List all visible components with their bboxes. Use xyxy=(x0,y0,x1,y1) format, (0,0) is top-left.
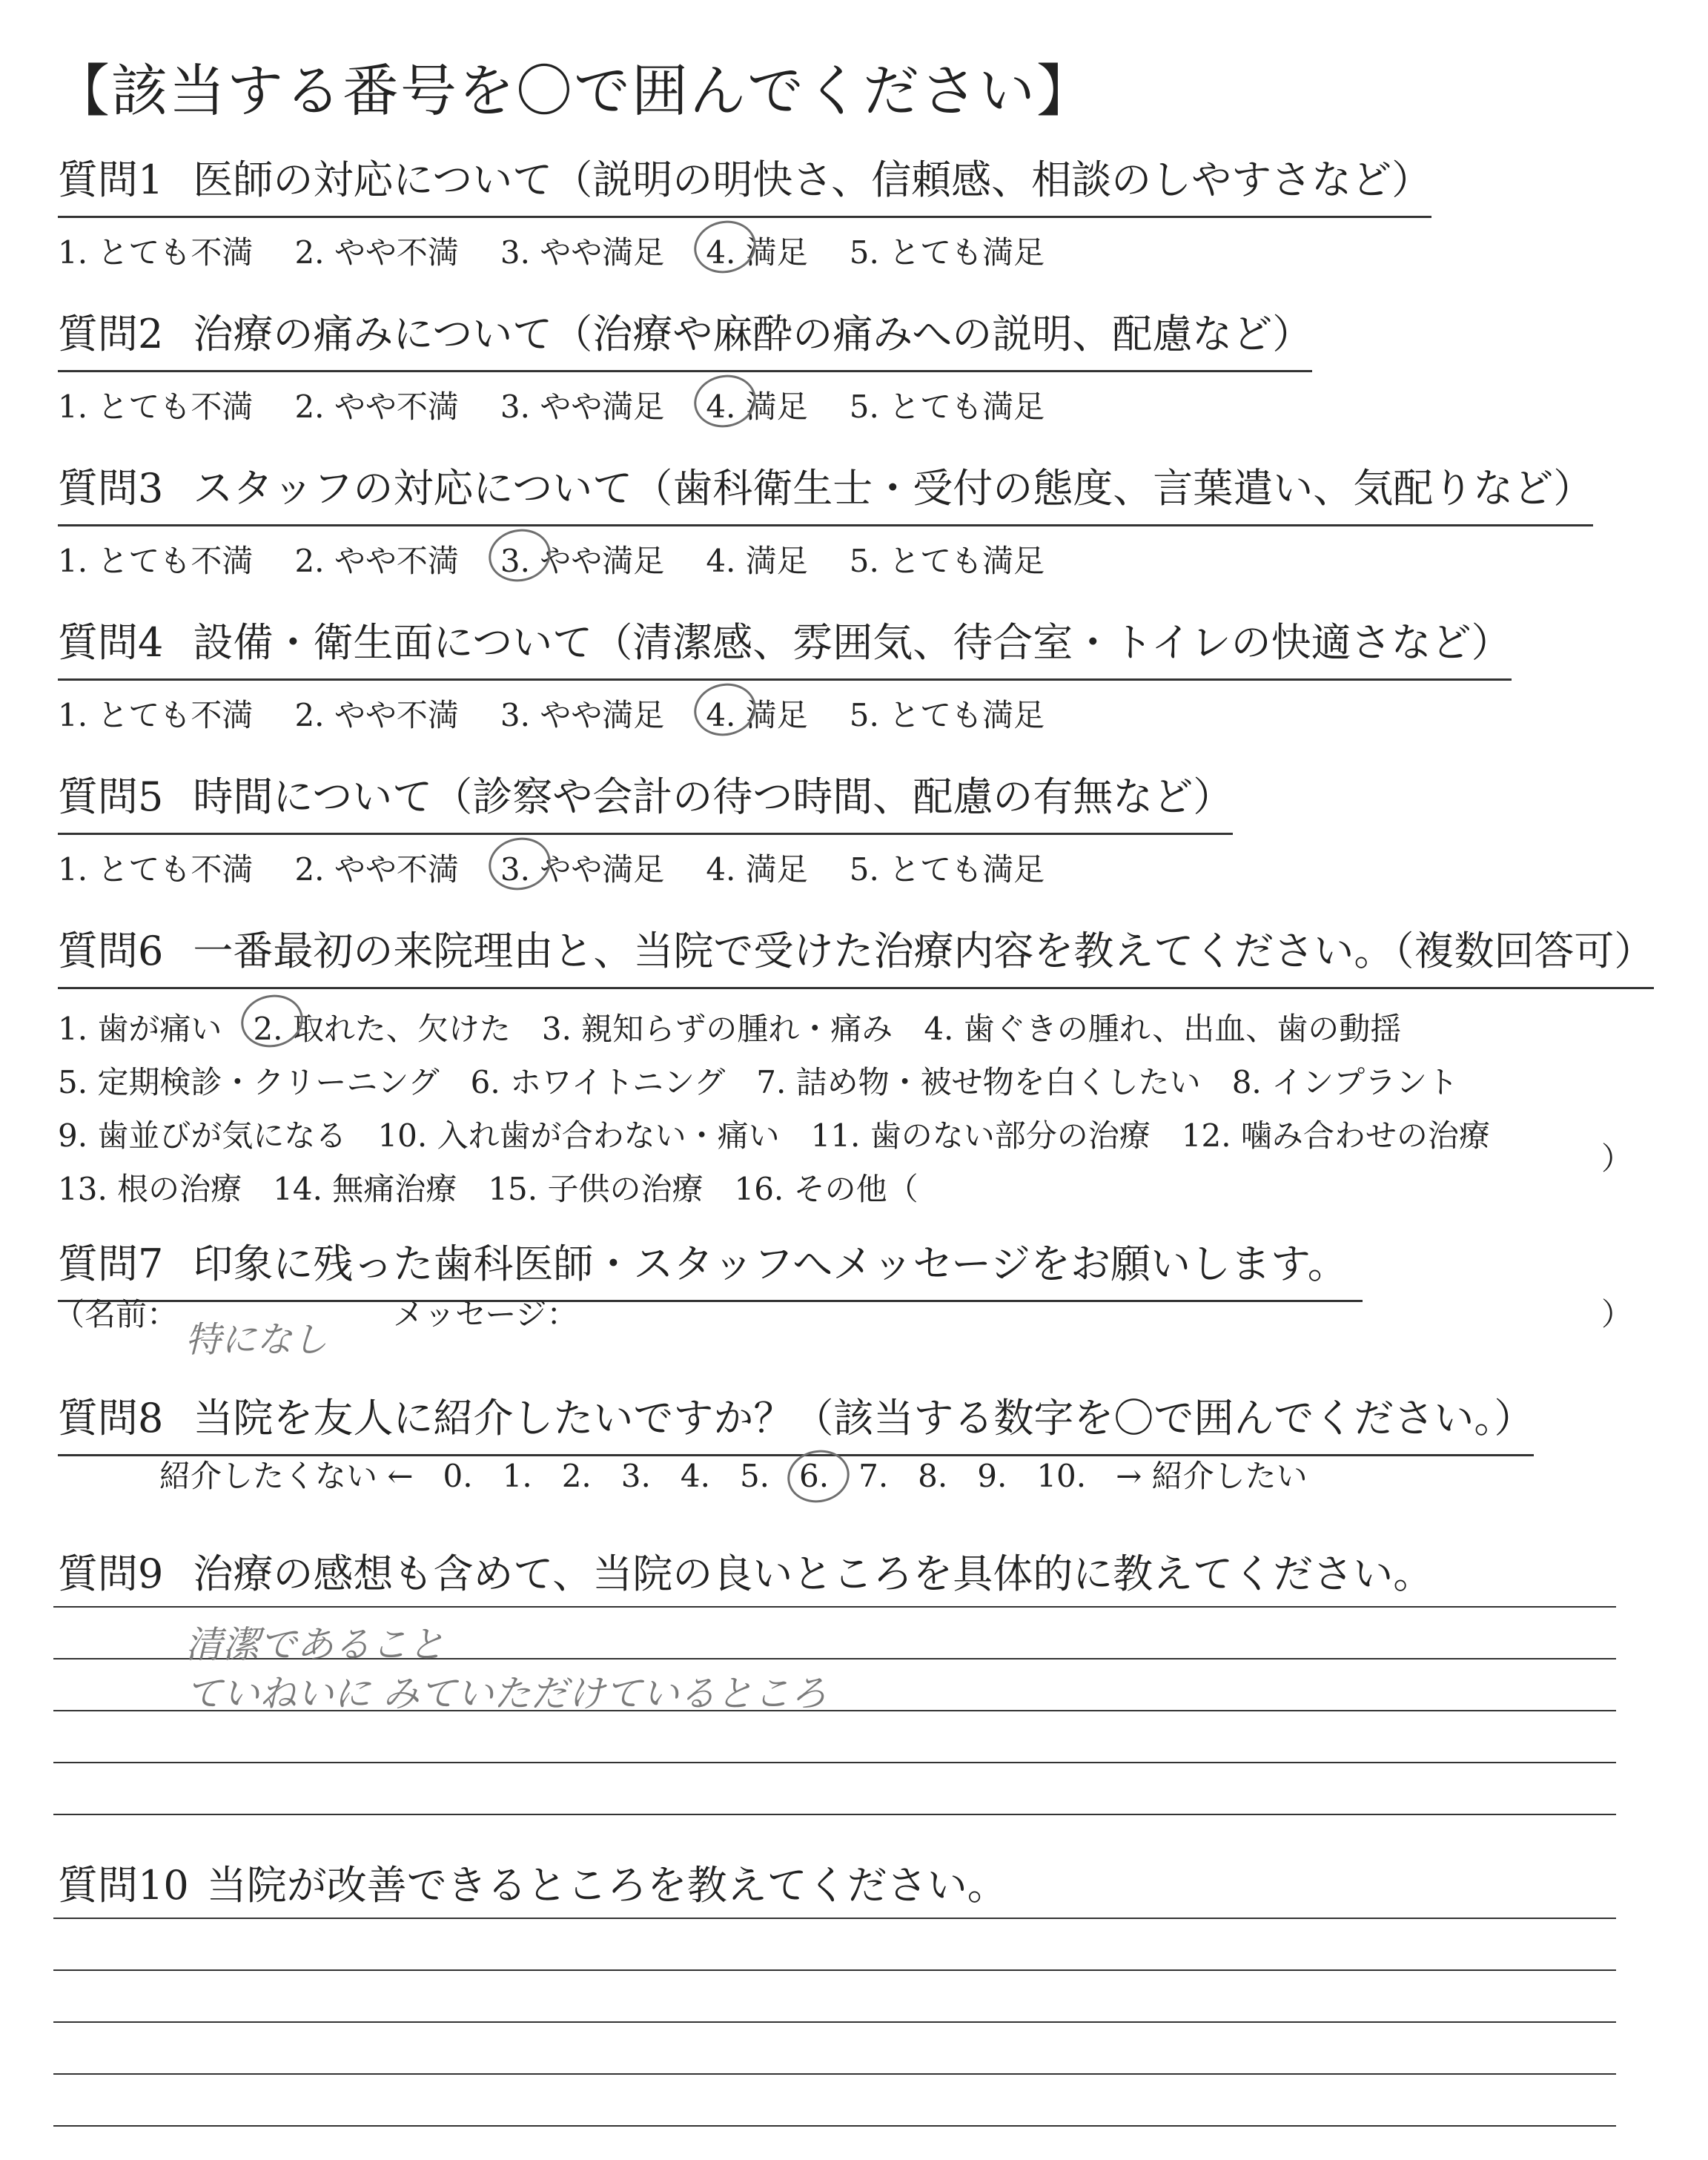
rating-option-5[interactable]: 5. とても満足 xyxy=(849,543,1045,579)
reason-option-10[interactable]: 10. 入れ歯が合わない・痛い xyxy=(377,1117,780,1154)
question-heading xyxy=(58,1542,1433,1599)
reason-option-1[interactable]: 1. 歯が痛い xyxy=(58,1011,222,1047)
question-2 xyxy=(58,303,1312,427)
question-heading xyxy=(58,1854,1007,1911)
answer-line xyxy=(53,1606,1616,1608)
answer-line xyxy=(53,1969,1616,1971)
rating-option-1[interactable]: 1. とても不満 xyxy=(58,389,254,425)
question-number: 質問5 xyxy=(58,773,164,820)
rating-option-3[interactable]: 3. やや満足 xyxy=(500,697,665,733)
rating-option-4[interactable]: 4. 満足 xyxy=(706,851,808,888)
question-heading xyxy=(58,303,1312,372)
rating-option-3[interactable]: 3. やや満足 xyxy=(500,845,664,890)
answer-line xyxy=(53,1814,1616,1815)
scale-numbers xyxy=(443,1458,1116,1494)
question-1 xyxy=(58,148,1431,273)
question-number: 質問6 xyxy=(58,928,164,974)
answer-line xyxy=(53,2021,1616,2023)
scale-option-7[interactable]: 7. xyxy=(858,1458,889,1494)
reason-option-7[interactable]: 7. 詰め物・被せ物を白くしたい xyxy=(756,1064,1201,1100)
reason-option-12[interactable]: 12. 噛み合わせの治療 xyxy=(1181,1117,1490,1154)
scale-option-8[interactable]: 8. xyxy=(918,1458,948,1494)
scale-option-9[interactable]: 9. xyxy=(977,1458,1007,1494)
rating-option-3[interactable]: 3. やや満足 xyxy=(500,389,665,425)
reason-option-5[interactable]: 5. 定期検診・クリーニング xyxy=(58,1064,440,1100)
scale-option-4[interactable]: 4. xyxy=(680,1458,710,1494)
reason-option-4[interactable]: 4. 歯ぐきの腫れ、出血、歯の動揺 xyxy=(924,1011,1402,1047)
scale-option-10[interactable]: 10. xyxy=(1036,1458,1087,1494)
question-text: 医師の対応について（説明の明快さ、信頼感、相談のしやすさなど） xyxy=(193,156,1432,203)
question-3 xyxy=(58,457,1593,581)
rating-option-3[interactable]: 3. やや満足 xyxy=(500,537,664,581)
question-9 xyxy=(58,1542,1433,1599)
question-text: 当院が改善できるところを教えてください。 xyxy=(206,1862,1007,1909)
reason-option-13[interactable]: 13. 根の治療 xyxy=(58,1171,242,1207)
reason-option-9[interactable]: 9. 歯並びが気になる xyxy=(58,1117,347,1154)
handwritten-answer-line-1: 清潔であること xyxy=(185,1623,445,1666)
rating-option-5[interactable]: 5. とても満足 xyxy=(849,234,1045,271)
question-text: スタッフの対応について（歯科衛生士・受付の態度、言葉遣い、気配りなど） xyxy=(193,465,1594,512)
reason-option-15[interactable]: 15. 子供の治療 xyxy=(488,1171,704,1207)
question-7 xyxy=(58,1232,1363,1302)
reason-options xyxy=(58,1003,1654,1216)
question-text: 時間について（診察や会計の待つ時間、配慮の有無など） xyxy=(193,773,1234,820)
name-label: （名前： xyxy=(53,1296,179,1332)
question-text: 治療の感想も含めて、当院の良いところを具体的に教えてください。 xyxy=(193,1550,1434,1597)
message-label: メッセージ： xyxy=(393,1296,578,1332)
recommend-scale xyxy=(159,1452,1308,1496)
scale-option-5[interactable]: 5. xyxy=(739,1458,770,1494)
reason-option-2[interactable]: 2. 取れた、欠けた xyxy=(253,1003,510,1056)
rating-option-1[interactable]: 1. とても不満 xyxy=(58,234,254,271)
reason-option-14[interactable]: 14. 無痛治療 xyxy=(273,1171,457,1207)
question-number: 質問10 xyxy=(58,1862,189,1909)
question-6 xyxy=(58,919,1654,1216)
rating-option-4[interactable]: 4. 満足 xyxy=(706,383,807,427)
reason-row xyxy=(58,1003,1654,1056)
scale-option-0[interactable]: 0. xyxy=(443,1458,473,1494)
rating-option-4[interactable]: 4. 満足 xyxy=(706,691,807,736)
answer-line xyxy=(53,2125,1616,2127)
scale-right-label: → 紹介したい xyxy=(1116,1458,1308,1494)
answer-line xyxy=(53,1918,1616,1919)
question-number: 質問2 xyxy=(58,311,164,357)
rating-options xyxy=(58,691,1512,736)
reason-option-6[interactable]: 6. ホワイトニング xyxy=(470,1064,726,1100)
rating-option-2[interactable]: 2. やや不満 xyxy=(294,697,459,733)
question-10 xyxy=(58,1854,1007,1911)
question-heading xyxy=(58,1232,1363,1302)
handwritten-answer-line-2: ていねいに みていただけているところ xyxy=(185,1672,827,1715)
reason-row xyxy=(58,1056,1654,1109)
rating-option-5[interactable]: 5. とても満足 xyxy=(849,389,1045,425)
rating-option-2[interactable]: 2. やや不満 xyxy=(294,543,459,579)
question-text: 当院を友人に紹介したいですか？（該当する数字を〇で囲んでください。） xyxy=(193,1395,1535,1441)
question-heading xyxy=(58,919,1654,989)
rating-option-4[interactable]: 4. 満足 xyxy=(706,228,807,273)
page-title: 【該当する番号を〇で囲んでください】 xyxy=(53,58,1094,124)
scale-left-label: 紹介したくない ← xyxy=(159,1458,414,1494)
question-4 xyxy=(58,611,1512,736)
question-heading xyxy=(58,611,1512,681)
rating-options xyxy=(58,537,1593,581)
rating-option-2[interactable]: 2. やや不満 xyxy=(294,389,459,425)
scale-option-6[interactable]: 6. xyxy=(799,1458,830,1494)
question-heading xyxy=(58,148,1431,218)
reason-row xyxy=(58,1109,1654,1163)
handwritten-name: 特になし xyxy=(185,1319,328,1361)
rating-options xyxy=(58,383,1312,427)
question-text: 設備・衛生面について（清潔感、雰囲気、待合室・トイレの快適さなど） xyxy=(193,619,1512,666)
question-text: 治療の痛みについて（治療や麻酔の痛みへの説明、配慮など） xyxy=(193,311,1313,357)
message-close-paren: ） xyxy=(1601,1296,1633,1332)
answer-line xyxy=(53,2073,1616,2075)
scale-option-3[interactable]: 3. xyxy=(620,1458,651,1494)
reason-option-3[interactable]: 3. 親知らずの腫れ・痛み xyxy=(541,1011,893,1047)
answer-line xyxy=(53,1762,1616,1763)
rating-option-2[interactable]: 2. やや不満 xyxy=(294,851,459,888)
question-heading xyxy=(58,1387,1534,1456)
reason-option-11[interactable]: 11. 歯のない部分の治療 xyxy=(810,1117,1151,1154)
rating-option-5[interactable]: 5. とても満足 xyxy=(849,697,1045,733)
rating-option-1[interactable]: 1. とても不満 xyxy=(58,697,254,733)
question-text: 一番最初の来院理由と、当院で受けた治療内容を教えてください。（複数回答可） xyxy=(193,928,1655,974)
question-number: 質問8 xyxy=(58,1395,164,1441)
scale-option-2[interactable]: 2. xyxy=(561,1458,592,1494)
reason-option-16[interactable]: 16. その他（ xyxy=(734,1171,918,1207)
question-number: 質問7 xyxy=(58,1241,164,1287)
scale-option-1[interactable]: 1. xyxy=(502,1458,532,1494)
question-heading xyxy=(58,457,1593,526)
question-number: 質問3 xyxy=(58,465,164,512)
reason-option-8[interactable]: 8. インプラント xyxy=(1231,1064,1459,1100)
reason-row xyxy=(58,1163,1654,1216)
rating-option-1[interactable]: 1. とても不満 xyxy=(58,543,254,579)
rating-option-3[interactable]: 3. やや満足 xyxy=(500,234,665,271)
question-5 xyxy=(58,765,1233,890)
rating-option-1[interactable]: 1. とても不満 xyxy=(58,851,254,888)
rating-options xyxy=(58,845,1233,890)
rating-option-4[interactable]: 4. 満足 xyxy=(706,543,808,579)
rating-options xyxy=(58,228,1431,273)
question-number: 質問1 xyxy=(58,156,164,203)
rating-option-5[interactable]: 5. とても満足 xyxy=(849,851,1045,888)
question-number: 質問9 xyxy=(58,1550,164,1597)
question-heading xyxy=(58,765,1233,835)
question-number: 質問4 xyxy=(58,619,164,666)
other-close-paren: ） xyxy=(1601,1140,1633,1177)
question-8 xyxy=(58,1387,1534,1456)
rating-option-2[interactable]: 2. やや不満 xyxy=(294,234,459,271)
question-text: 印象に残った歯科医師・スタッフへメッセージをお願いします。 xyxy=(193,1241,1348,1287)
